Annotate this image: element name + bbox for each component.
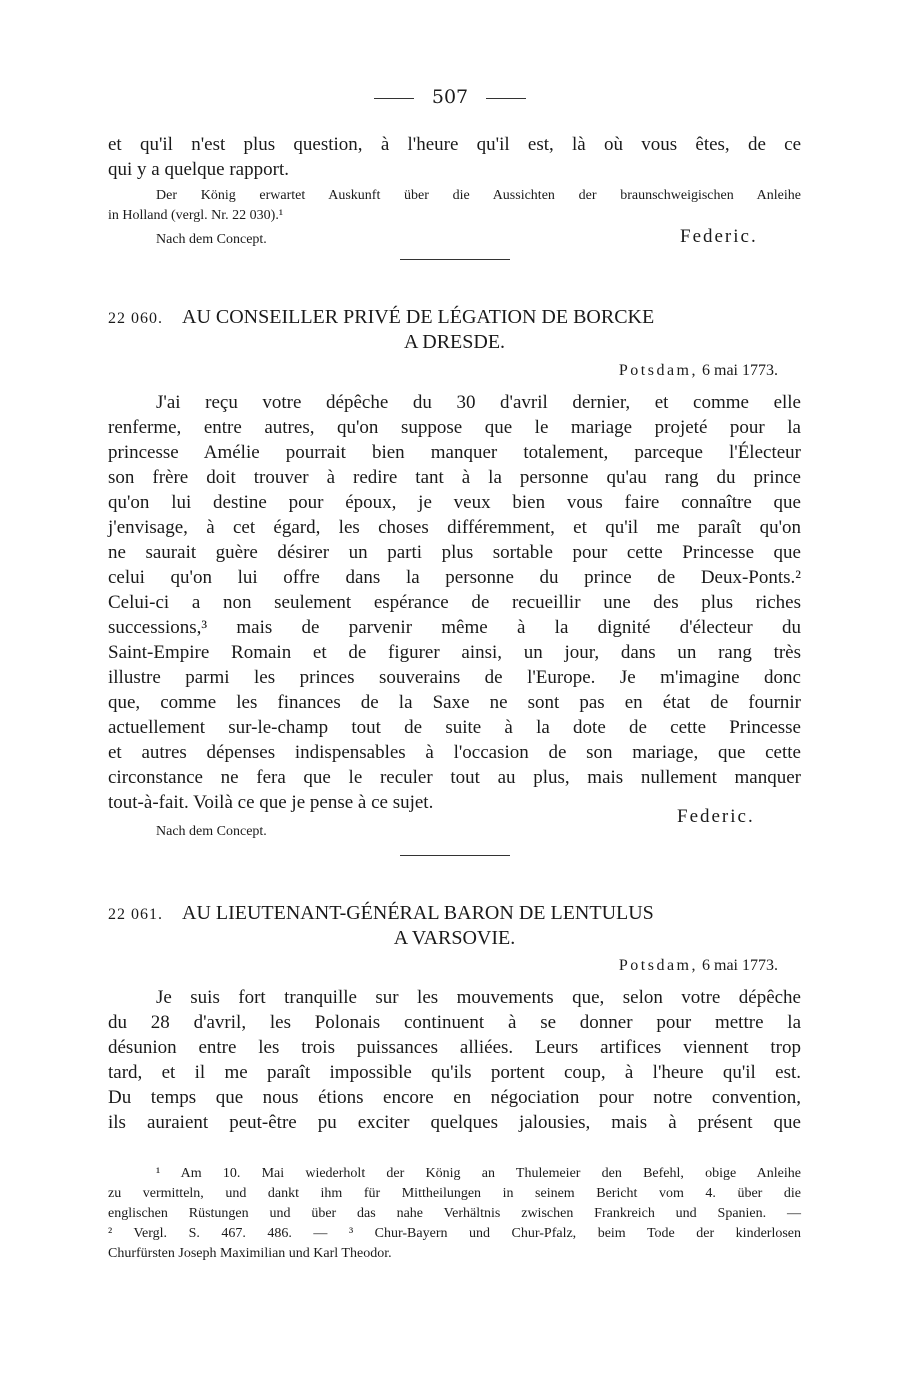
section-separator [400,259,510,260]
letter-title-line-1: AU LIEUTENANT-GÉNÉRAL BARON DE LENTULUS [182,902,654,924]
letter-line: illustre parmi les princes souverains de l'Europe. Je m'imagine donc [108,667,801,688]
intro-line: et qu'il n'est plus question, à l'heure qu'il est, là où vous êtes, de ce [108,134,801,155]
footnote-line: ¹ Am 10. Mai wiederholt der König an Thulemeier den Befehl, obige Anleihe [156,1166,801,1181]
date-place: Potsdam, [618,362,698,379]
footnote-line: ² Vergl. S. 467. 486. — ³ Chur-Bayern und Chur-Pfalz, beim Tode der kinderlosen [108,1226,801,1241]
letter-title-line-2: A VARSOVIE. [393,927,516,949]
section-separator [400,855,510,856]
letter-line: J'ai reçu votre dépêche du 30 d'avril dernier, et comme elle [156,392,801,413]
letter-line: Du temps que nous étions encore en négociation pour notre convention, [108,1087,801,1108]
letter-line: son frère doit trouver à redire tant à la personne qu'au rang du prince [108,467,801,488]
header-rule-right [486,98,526,99]
letter-line: renferme, entre autres, qu'on suppose que le mariage projeté pour la [108,417,801,438]
letter-line: du 28 d'avril, les Polonais continuent à se donner pour mettre la [108,1012,801,1033]
note-line: Der König erwartet Auskunft über die Aussichten der braunschweigischen Anleihe [156,188,801,203]
letter-line: Saint-Empire Romain et de figurer ainsi, un jour, dans un rang très [108,642,801,663]
letter-line: qu'on lui destine pour époux, je veux bien vous faire connaître que [108,492,801,513]
page-number: 507 [431,86,469,108]
footnote-line: englischen Rüstungen und über das nahe Verhältnis zwischen Frankreich und Spanien. — [108,1206,801,1221]
letter-title [108,304,801,332]
header-rule-left [374,98,414,99]
letter-line: et autres dépenses indispensables à l'occasion de son mariage, que cette [108,742,801,763]
date-rest: 6 mai 1773. [698,957,778,974]
signature: Federic. [680,226,758,247]
concept-note: Nach dem Concept. [156,232,267,247]
letter-line: ne saurait guère désirer un parti plus sortable pour cette Princesse que [108,542,801,563]
letter-line: actuellement sur-le-champ tout de suite à la dote de cette Princesse [108,717,801,738]
date-place: Potsdam, [618,957,698,974]
signature: Federic. [677,806,755,827]
date-rest: 6 mai 1773. [698,362,778,379]
letter-line: Je suis fort tranquille sur les mouvements que, selon votre dépêche [156,987,801,1008]
letter-line: princesse Amélie pourrait bien manquer totalement, parceque l'Électeur [108,442,801,463]
letter-title-line-1: AU CONSEILLER PRIVÉ DE LÉGATION DE BORCKE [182,306,655,328]
letter-line: ils auraient peut-être pu exciter quelques jalousies, mais à présent que [108,1112,801,1133]
letter-line: Celui-ci a non seulement espérance de recueillir une des plus riches [108,592,801,613]
footnote-line: Churfürsten Joseph Maximilian und Karl Theodor. [108,1246,392,1261]
letter-title [108,900,801,928]
footnote-line: zu vermitteln, und dankt ihm für Mittheilungen in seinem Bericht vom 4. über die [108,1186,801,1201]
letter-number: 22 060. [108,310,163,327]
intro-line: qui y a quelque rapport. [108,159,289,180]
dateline [619,957,778,975]
letter-number: 22 061. [108,906,163,923]
page-header [0,86,900,108]
letter-line: circonstance ne fera que le reculer tout au plus, mais nullement manquer [108,767,801,788]
concept-note: Nach dem Concept. [156,824,267,839]
note-line: in Holland (vergl. Nr. 22 030).¹ [108,208,284,223]
letter-line: que, comme les finances de la Saxe ne sont pas en état de fournir [108,692,801,713]
letter-line: désunion entre les trois puissances alliées. Leurs artifices viennent trop [108,1037,801,1058]
letter-line: j'envisage, à cet égard, les choses différemment, et qu'il me paraît qu'on [108,517,801,538]
letter-line: tout-à-fait. Voilà ce que je pense à ce sujet. [108,792,434,813]
letter-line: celui qu'on lui offre dans la personne du prince de Deux-Ponts.² [108,567,801,588]
letter-line: tard, et il me paraît impossible qu'ils portent coup, à l'heure qu'il est. [108,1062,801,1083]
dateline [619,362,778,380]
letter-line: successions,³ mais de parvenir même à la dignité d'électeur du [108,617,801,638]
letter-title-line-2: A DRESDE. [403,331,506,353]
